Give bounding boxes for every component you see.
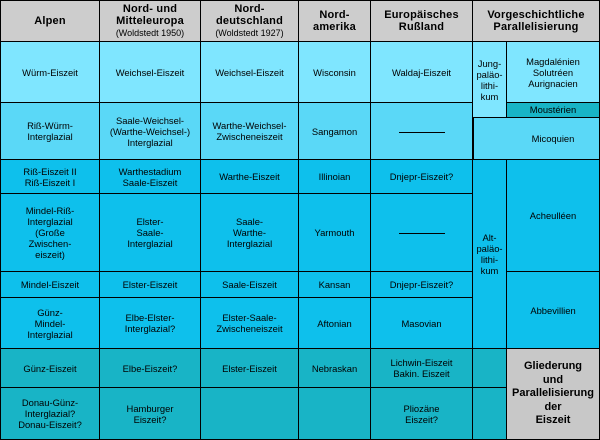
cell-norddeutschland: Warthe-Eiszeit <box>201 160 299 194</box>
cell-russland-empty-dash <box>371 194 473 272</box>
cell-nordamerika-empty <box>299 388 371 440</box>
cell-alpen: Günz- Mindel- Interglazial <box>0 298 100 349</box>
cell-alpen: Mindel-Eiszeit <box>0 272 100 298</box>
cell-era-empty <box>473 388 507 440</box>
table-row <box>0 349 600 388</box>
table-row <box>0 272 600 298</box>
header-alpen: Alpen <box>0 0 100 42</box>
cell-alpen: Donau-Günz- Interglazial? Donau-Eiszeit? <box>0 388 100 440</box>
cell-norddeutschland: Warthe-Weichsel- Zwischeneiszeit <box>201 103 299 160</box>
cell-abbevillien: Abbevillien <box>507 272 600 349</box>
cell-alpen: Würm-Eiszeit <box>0 42 100 103</box>
header-vorgeschichtliche-parallelisierung: Vorgeschichtliche Parallelisierung <box>473 0 600 42</box>
cell-mitteleuropa: Elster-Eiszeit <box>100 272 201 298</box>
cell-alpen: Günz-Eiszeit <box>0 349 100 388</box>
cell-russland: Lichwin-Eiszeit Bakin. Eiszeit <box>371 349 473 388</box>
cell-russland: Masovian <box>371 298 473 349</box>
cell-mitteleuropa: Saale-Weichsel- (Warthe-Weichsel-) Interglazial <box>100 103 201 160</box>
cell-norddeutschland: Saale- Warthe- Interglazial <box>201 194 299 272</box>
cell-altpalaeolithikum: Alt- paläo- lithi- kum <box>473 160 507 349</box>
cell-micoquien: Micoquien <box>507 118 600 160</box>
cell-mitteleuropa: Elster- Saale- Interglazial <box>100 194 201 272</box>
cell-norddeutschland: Saale-Eiszeit <box>201 272 299 298</box>
cell-nordamerika: Illinoian <box>299 160 371 194</box>
cell-mitteleuropa: Weichsel-Eiszeit <box>100 42 201 103</box>
cell-russland: Waldaj-Eiszeit <box>371 42 473 103</box>
cell-russland: Dnjepr-Eiszeit? <box>371 272 473 298</box>
cell-magdalenien-solutreen-aurignacien: Magdalénien Solutréen Aurignacien <box>507 42 600 103</box>
cell-alpen: Mindel-Riß- Interglazial (Große Zwischen- eiszeit) <box>0 194 100 272</box>
cell-russland: Pliozäne Eiszeit? <box>371 388 473 440</box>
cell-nordamerika: Yarmouth <box>299 194 371 272</box>
cell-mitteleuropa: Hamburger Eiszeit? <box>100 388 201 440</box>
cell-mitteleuropa: Warthestadium Saale-Eiszeit <box>100 160 201 194</box>
summary-box-gliederung: Gliederung und Parallelisierung der Eiszeit <box>507 349 600 440</box>
cell-jungpalaeolithikum: Jung- paläo- lithi- kum <box>473 42 507 118</box>
header-nordamerika: Nord- amerika <box>299 0 371 42</box>
cell-norddeutschland-empty <box>201 388 299 440</box>
table-row <box>0 42 600 103</box>
cell-nordamerika: Wisconsin <box>299 42 371 103</box>
cell-alpen: Riß-Eiszeit II Riß-Eiszeit I <box>0 160 100 194</box>
cell-mousterien: Moustérien <box>507 103 600 118</box>
cell-nordamerika: Sangamon <box>299 103 371 160</box>
cell-acheulleen: Acheulléen <box>507 160 600 272</box>
cell-norddeutschland: Elster-Saale- Zwischeneiszeit <box>201 298 299 349</box>
cell-era-gap <box>473 118 507 160</box>
table-row <box>0 103 600 118</box>
cell-nordamerika: Aftonian <box>299 298 371 349</box>
cell-russland: Dnjepr-Eiszeit? <box>371 160 473 194</box>
table-row <box>0 160 600 194</box>
cell-nordamerika: Nebraskan <box>299 349 371 388</box>
header-europaeisches-russland: Europäisches Rußland <box>371 0 473 42</box>
cell-mitteleuropa: Elbe-Elster- Interglazial? <box>100 298 201 349</box>
cell-norddeutschland: Elster-Eiszeit <box>201 349 299 388</box>
cell-norddeutschland: Weichsel-Eiszeit <box>201 42 299 103</box>
cell-nordamerika: Kansan <box>299 272 371 298</box>
header-nord-mitteleuropa: Nord- und Mitteleuropa (Woldstedt 1950) <box>100 0 201 42</box>
cell-alpen: Riß-Würm- Interglazial <box>0 103 100 160</box>
header-norddeutschland: Nord- deutschland (Woldstedt 1927) <box>201 0 299 42</box>
cell-era-empty <box>473 349 507 388</box>
cell-mitteleuropa: Elbe-Eiszeit? <box>100 349 201 388</box>
cell-russland-empty-dash <box>371 103 473 160</box>
